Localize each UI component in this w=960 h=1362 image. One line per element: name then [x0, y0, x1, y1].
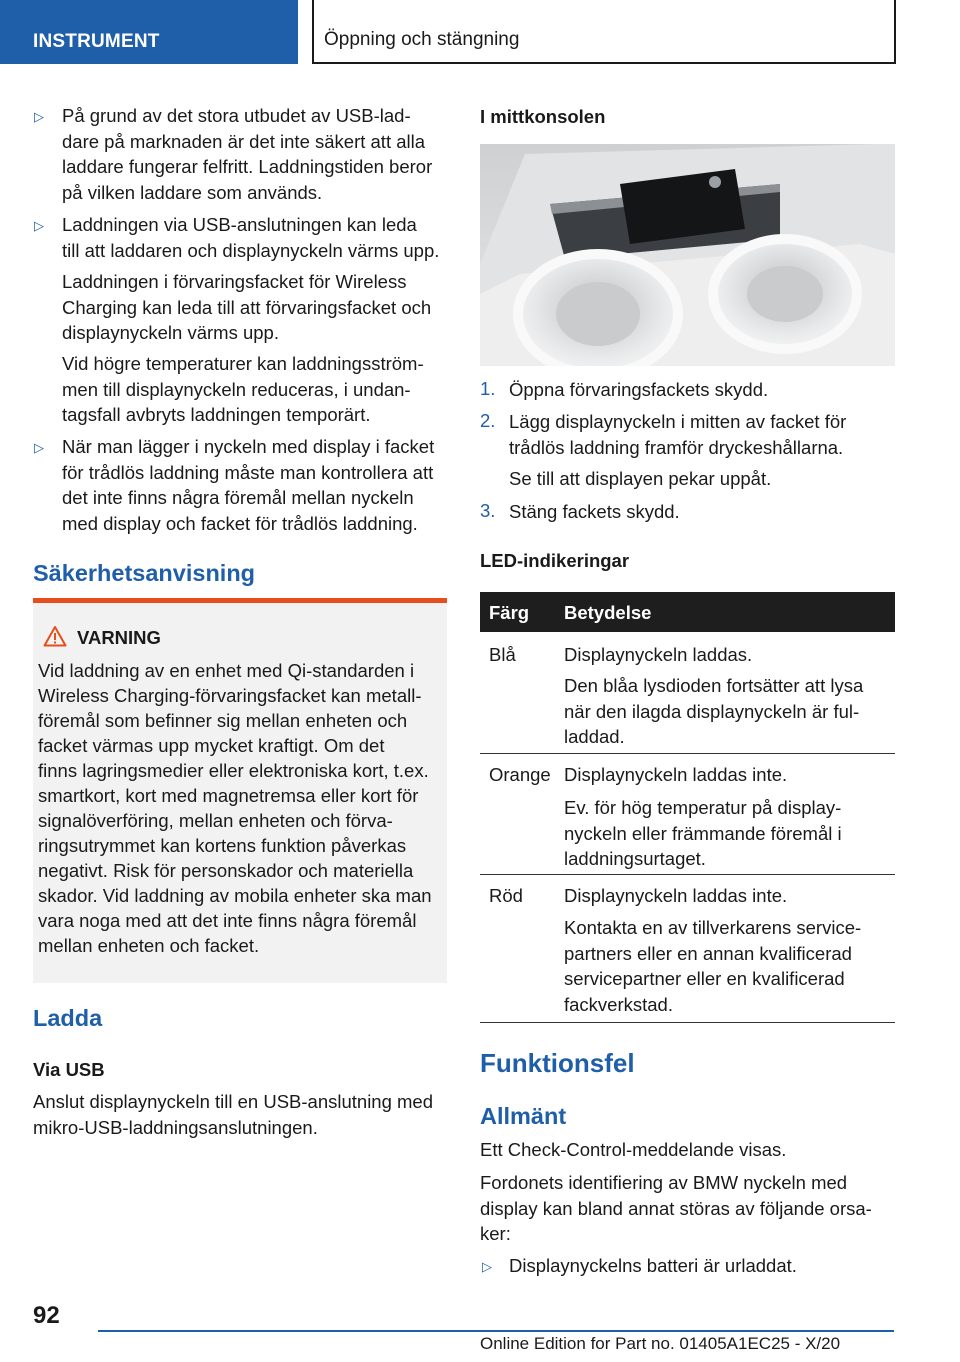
bullet-2-text	[62, 212, 439, 263]
battery-bullet-text: Displaynyckelns batteri är urladdat.	[509, 1255, 797, 1276]
bullet-triangle-icon: ▷	[482, 1259, 492, 1274]
step-2-text	[509, 409, 846, 460]
text-line: Kontakta en av tillverkarens service-	[564, 917, 862, 938]
text-line: display kan bland annat störas av följande orsa-	[480, 1197, 872, 1219]
text-line: fackverkstad.	[564, 993, 673, 1015]
table-cell-color: Blå	[489, 644, 516, 665]
safety-heading: Säkerhetsanvisning	[33, 560, 256, 586]
general-heading: Allmänt	[480, 1103, 567, 1129]
charging-tray-illustration	[480, 144, 895, 366]
text-line: servicepartner eller en kvalificerad	[564, 968, 845, 989]
text-line: displaynyckeln värms upp.	[62, 322, 279, 343]
chapter-tab	[312, 0, 896, 64]
text-line: mikro-USB-laddningsanslutningen.	[33, 1116, 318, 1138]
text-line: Laddningen via USB-anslutningen kan leda	[62, 214, 417, 235]
text-line: det inte finns några föremål mellan nyckeln	[62, 487, 414, 508]
section-tab	[0, 0, 298, 64]
text-line: tagsfall avbryts laddningen temporärt.	[62, 404, 371, 425]
console-photo	[480, 144, 895, 366]
bullet-triangle-icon: ▷	[34, 109, 44, 124]
text-line: med display och facket för trådlös laddning.	[62, 512, 418, 534]
step-number: 2.	[480, 410, 496, 431]
text-line: Charging kan leda till att förvaringsfacket och	[62, 296, 432, 318]
warning-title: VARNING	[77, 627, 161, 648]
text-line: smartkort, kort med magnetremsa eller kort för	[38, 785, 419, 806]
text-line: Stäng fackets skydd.	[509, 501, 680, 522]
warning-box	[33, 598, 447, 983]
warning-triangle-icon	[43, 625, 67, 647]
led-table-header	[480, 592, 895, 632]
table-row-divider	[480, 1022, 895, 1023]
table-cell-main: Displaynyckeln laddas inte.	[564, 764, 788, 785]
step-1-text	[509, 377, 768, 403]
text-line: Anslut displaynyckeln till en USB-anslutning med	[33, 1091, 434, 1112]
chapter-title: Öppning och stängning	[324, 29, 520, 50]
text-line: nyckeln eller främmande föremål i	[564, 822, 842, 844]
text-line: vara noga med att det inte finns några föremål	[38, 910, 417, 931]
text-line: negativt. Risk för personskador och materiella	[38, 860, 414, 881]
usb-heading: Via USB	[33, 1059, 105, 1080]
console-heading: I mittkonsolen	[480, 106, 606, 127]
step-2-note: Se till att displayen pekar uppåt.	[509, 468, 772, 489]
text-line: Vid laddning av en enhet med Qi-standarden i	[38, 660, 415, 681]
text-line: föremål som befinner sig mellan enheten och	[38, 710, 408, 731]
text-line: Fordonets identifiering av BMW nyckeln med	[480, 1172, 848, 1193]
text-line: skador. Vid laddning av mobila enheter ska man	[38, 885, 432, 906]
text-line: ringsutrymmet kan kortens funktion påverkas	[38, 835, 407, 856]
bullet-1-text	[62, 103, 432, 205]
table-cell-main: Displaynyckeln laddas inte.	[564, 885, 788, 906]
text-line: men till displaynyckeln reduceras, i undan-	[62, 378, 411, 400]
general-text: Ett Check-Control-meddelande visas.	[480, 1139, 787, 1160]
text-line: för trådlös laddning måste man kontrollera att	[62, 461, 434, 483]
warning-text	[38, 658, 432, 958]
text-line: laddningsurtaget.	[564, 848, 706, 869]
text-line: På grund av det stora utbudet av USB-lad-	[62, 105, 411, 126]
step-3-text	[509, 499, 680, 525]
ladda-heading: Ladda	[33, 1005, 103, 1031]
page-number: 92	[33, 1302, 60, 1329]
edition-note: Online Edition for Part no. 01405A1EC25 - X/20	[480, 1334, 841, 1353]
text-line: partners eller en annan kvalificerad	[564, 942, 852, 964]
text-line: finns lagringsmedier eller elektroniska kort, t.ex.	[38, 760, 429, 781]
text-line: dare på marknaden är det inte säkert att alla	[62, 130, 426, 152]
text-line: signalöverföring, mellan enheten och förva-	[38, 810, 393, 831]
column-header-color: Färg	[489, 602, 530, 623]
table-row-divider	[480, 753, 895, 754]
footer-rule	[98, 1330, 894, 1332]
text-line: till att laddaren och displaynyckeln värms upp.	[62, 239, 440, 261]
text-line: Öppna förvaringsfackets skydd.	[509, 379, 769, 400]
table-cell-color: Orange	[489, 764, 551, 785]
bullet-triangle-icon: ▷	[34, 440, 44, 455]
text-line: Wireless Charging-förvaringsfacket kan metall-	[38, 685, 422, 706]
text-line: trådlös laddning framför dryckeshållarna.	[509, 436, 844, 458]
table-cell-detail	[564, 915, 861, 1017]
step-number: 3.	[480, 500, 496, 521]
text-line: Vid högre temperaturer kan laddningsström-	[62, 353, 424, 374]
text-line: när den ilagda displaynyckeln är ful-	[564, 700, 860, 722]
text-line: När man lägger i nyckeln med display i facket	[62, 436, 435, 457]
column-header-meaning: Betydelse	[564, 602, 652, 623]
table-cell-main: Displaynyckeln laddas.	[564, 644, 753, 665]
bullet-triangle-icon: ▷	[34, 218, 44, 233]
fault-heading: Funktionsfel	[480, 1048, 635, 1078]
text-line: på vilken laddare som används.	[62, 181, 323, 203]
led-heading: LED-indikeringar	[480, 550, 630, 571]
text-line: laddad.	[564, 726, 625, 747]
text-line: Lägg displaynyckeln i mitten av facket för	[509, 411, 847, 432]
bullet-2-paragraph-3	[62, 351, 424, 428]
table-cell-color: Röd	[489, 885, 523, 906]
section-title: INSTRUMENT	[33, 31, 160, 52]
usb-text	[33, 1089, 433, 1140]
step-number: 1.	[480, 378, 496, 399]
table-row-divider	[480, 874, 895, 875]
identification-text	[480, 1170, 872, 1247]
text-line: Ev. för hög temperatur på display-	[564, 797, 842, 818]
text-line: mellan enheten och facket.	[38, 935, 260, 956]
text-line: laddare fungerar felfritt. Laddningstiden beror	[62, 156, 433, 177]
text-line: Den blåa lysdioden fortsätter att lysa	[564, 675, 864, 696]
bullet-2-paragraph-2	[62, 269, 431, 346]
table-cell-detail	[564, 795, 842, 872]
text-line: Laddningen i förvaringsfacket för Wireless	[62, 271, 407, 292]
text-line: facket värmas upp mycket kraftigt. Om det	[38, 735, 385, 756]
table-cell-detail	[564, 673, 863, 750]
bullet-3-text	[62, 434, 434, 536]
text-line: ker:	[480, 1223, 511, 1244]
